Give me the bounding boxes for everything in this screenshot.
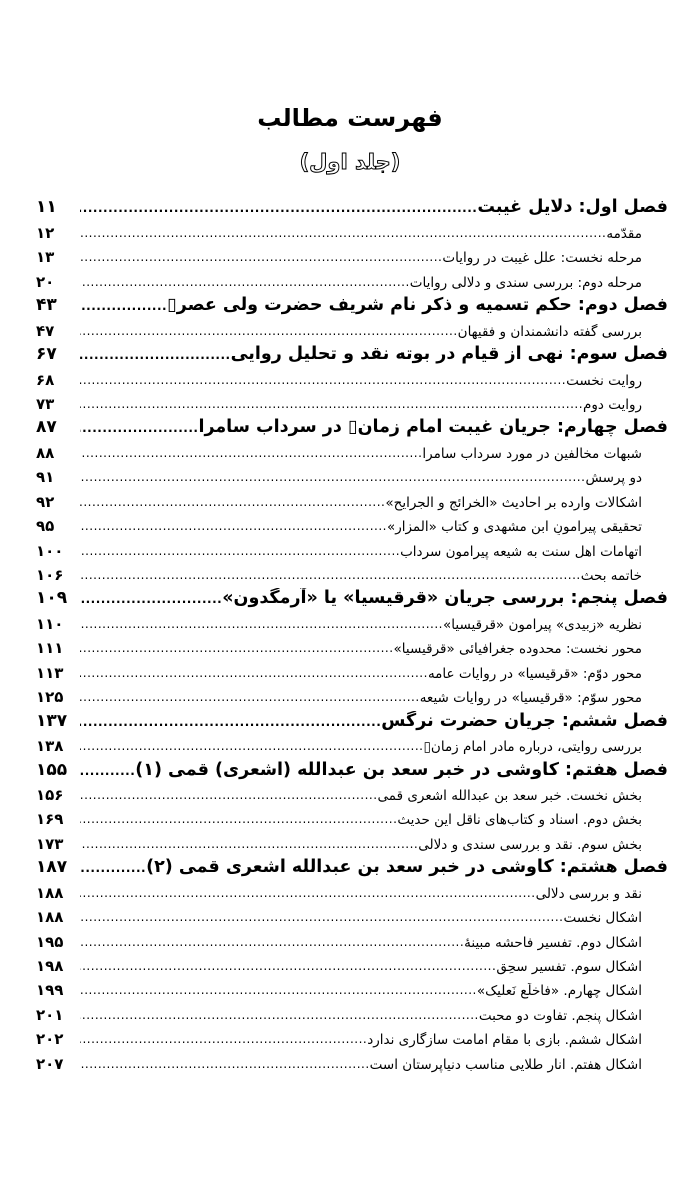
toc-entry-title: دو پرسش [585,470,642,487]
toc-page-number: ۱۵۵ [36,759,68,780]
toc-chapter-row [36,853,668,877]
dot-leader [80,789,378,804]
toc-entry-row [36,242,668,266]
dot-leader [80,422,198,437]
dot-leader [80,202,477,217]
toc-page-number: ۱۱۱ [36,639,64,658]
toc-page-number: ۱۹۵ [36,932,64,951]
dot-leader [80,716,381,731]
toc-page-number: ۱۸۸ [36,883,64,902]
toc-page-number: ۱۱۳ [36,663,64,682]
toc-entry-title: اتهامات اهل سنت به شیعه پیرامون سرداب [400,543,642,560]
dot-leader [80,569,581,584]
toc-entry-title: محور نخست: محدوده جغرافیائی «قرقیسیا» [393,641,642,658]
toc-entry-row [36,511,668,535]
toc-entry-row [36,828,668,852]
toc-entry-title: اشکال چهارم. «فاخلَع نَعلیک» [476,983,642,1000]
toc-entry-title: شبهات مخالفین در مورد سرداب سامرا [422,445,642,462]
dot-leader [80,911,563,926]
volume-subtitle: (جلد اول) [299,150,401,174]
toc-entry-row [36,217,668,241]
toc-entry-row [36,364,668,388]
toc-chapter-row [36,340,668,364]
toc-entry-row [36,951,668,975]
toc-page-number: ۲۰۲ [36,1030,64,1049]
dot-leader [80,374,566,389]
toc-entry-row [36,462,668,486]
toc-entry-row [36,902,668,926]
toc-page-number: ۴۷ [36,321,55,340]
dot-leader [80,251,442,266]
toc-entry-title: اشکال ششم. بازی با مقام امامت سازگاری ندارد [367,1032,642,1049]
toc-entry-title: فصل ششم: جریان حضرت نرگس [381,710,668,731]
dot-leader [80,813,397,828]
toc-entry-row [36,437,668,461]
dot-leader [80,765,135,780]
toc-page-number: ۹۱ [36,468,55,487]
toc-page-number: ۴۳ [36,295,57,316]
dot-leader [80,593,222,608]
toc-entry-title: فصل اول: دلایل غیبت [477,197,668,218]
toc-entry-title: اشکالات وارده بر احادیث «الخرائج و الجرایح» [385,494,642,511]
toc-entry-row [36,682,668,706]
toc-page-number: ۶۷ [36,344,57,365]
toc-entry-title: نقد و بررسی دلالی [535,885,642,902]
toc-entry-title: محور سوّم: «قرقیسیا» در روایات شیعه [419,690,642,707]
toc-entry-title: اشکال دوم. تفسیر فاحشه مبینهٔ [464,934,642,951]
dot-leader [80,496,385,511]
toc-page-number: ۱۸۷ [36,857,68,878]
toc-entry-title: فصل پنجم: بررسی جریان «قرقیسیا» یا «آرمگدون» [222,588,668,609]
toc-page-number: ۱۱۰ [36,614,64,633]
toc-page-number: ۲۰۷ [36,1054,64,1073]
toc-page-number: ۱۹۹ [36,981,64,1000]
dot-leader [80,960,496,975]
toc-page-number: ۹۲ [36,492,55,511]
toc-chapter-row [36,291,668,315]
toc-page-number: ۸۷ [36,417,57,438]
toc-entry-row [36,315,668,339]
dot-leader [80,300,167,315]
toc-page-number: ۱۰۰ [36,541,64,560]
dot-leader [80,740,423,755]
toc-entry-title: اشکال هفتم. انار طلایی مناسب دنیاپرستان است [369,1056,642,1073]
toc-chapter-row [36,706,668,730]
dot-leader [80,984,477,999]
toc-entry-title: بخش نخست. خبر سعد بن عبدالله اشعری قمی [377,787,642,804]
dot-leader [80,1033,367,1048]
dot-leader [80,325,458,340]
toc-page-number: ۷۳ [36,394,55,413]
toc-page-number: ۲۰ [36,272,55,291]
dot-leader [80,227,606,242]
toc-entry-title: مقدّمه [606,225,642,242]
toc-entry-row [36,266,668,290]
toc-page-number: ۱۶۹ [36,810,64,829]
toc-entry-row [36,877,668,901]
toc-entry-title: اشکال پنجم. تفاوت دو محبت [478,1007,642,1024]
toc-entry-row [36,1024,668,1048]
dot-leader [80,618,443,633]
dot-leader [80,642,394,657]
toc-page-number: ۱۳۸ [36,737,64,756]
toc-entry-row [36,780,668,804]
dot-leader [80,887,536,902]
toc-page-number: ۱۰۹ [36,588,68,609]
toc-entry-row [36,657,668,681]
toc-entry-row [36,389,668,413]
dot-leader [80,838,418,853]
dot-leader [80,862,146,877]
toc-entry-row [36,633,668,657]
toc-entry-row [36,535,668,559]
toc-chapter-row [36,413,668,437]
toc-entry-row [36,1048,668,1072]
toc-page-number: ۹۵ [36,517,55,536]
toc-entry-title: روایت دوم [583,396,642,413]
dot-leader [80,447,422,462]
toc-page-number: ۱۳۷ [36,710,68,731]
toc-chapter-row [36,755,668,779]
toc-page-number: ۱۸۸ [36,908,64,927]
toc-entry-title: فصل دوم: حکم تسمیه و ذکر نام شریف حضرت ولی عصر▯ [167,295,668,316]
toc-page-number: ۱۳ [36,248,55,267]
toc-entry-title: مرحله نخست: علل غیبت در روایات [442,250,642,267]
toc-page-number: ۱۷۳ [36,834,64,853]
toc-entry-row [36,731,668,755]
toc-entry-title: فصل هشتم: کاوشی در خبر سعد بن عبدالله اشعری قمی (۲) [146,857,668,878]
dot-leader [80,349,231,364]
toc-entry-title: روایت نخست [566,372,642,389]
toc-entry-row [36,560,668,584]
toc-entry-title: فصل هفتم: کاوشی در خبر سعد بن عبدالله (اشعری) قمی (۱) [135,759,668,780]
toc-page-number: ۲۰۱ [36,1005,64,1024]
dot-leader [80,667,428,682]
dot-leader [80,936,464,951]
toc-entry-title: بخش دوم. اسناد و کتاب‌های ناقل این حدیث [397,812,642,829]
table-of-contents [36,193,668,1073]
toc-entry-title: اشکال سوم. تفسیر سحِق [496,959,642,975]
dot-leader [80,276,410,291]
toc-entry-title: تحقیقی پیرامونِ ابن مشهدی و کتاب «المزار» [386,519,642,536]
toc-entry-title: فصل سوم: نهی از قیام در بوته نقد و تحلیل روایی [230,344,668,365]
toc-page-number: ۱۱ [36,197,57,218]
toc-entry-title: اشکال نخست [563,910,642,927]
toc-entry-row [36,999,668,1023]
toc-entry-title: بررسی گفته دانشمندان و فقیهان [457,323,642,340]
toc-entry-title: فصل چهارم: جریان غیبت امام زمان▯ در سرداب سامرا [198,417,668,438]
toc-page-number: ۱۰۶ [36,566,64,584]
dot-leader [80,545,400,560]
dot-leader [80,691,420,706]
dot-leader [80,398,583,413]
toc-page-number: ۱۲ [36,223,55,242]
toc-entry-title: مرحله دوم: بررسی سندی و دلالی روایات [409,274,642,291]
toc-page-number: ۸۸ [36,443,55,462]
toc-entry-row [36,804,668,828]
dot-leader [80,471,585,486]
toc-page-number: ۱۵۶ [36,785,64,804]
toc-chapter-row [36,193,668,217]
toc-entry-title: نظریه «زبیدی» پیرامون «قرقیسیا» [443,616,642,633]
toc-entry-row [36,975,668,999]
toc-entry-title: محور دوّم: «قرقیسیا» در روایات عامه [427,665,642,682]
toc-entry-title: بررسی روایتی، درباره مادر امام زمان▯ [423,739,642,756]
toc-page-number: ۶۸ [36,370,55,389]
toc-entry-title: بخش سوم. نقد و بررسی سندی و دلالی [418,836,642,853]
toc-page-number: ۱۲۵ [36,688,64,707]
dot-leader [80,1009,479,1024]
page-title: فهرست مطالب [257,104,443,132]
toc-chapter-row [36,584,668,608]
toc-entry-row [36,926,668,950]
toc-entry-row [36,486,668,510]
dot-leader [80,520,387,535]
toc-entry-title: خاتمه بحث [580,568,642,584]
toc-entry-row [36,608,668,632]
dot-leader [80,1058,370,1073]
toc-page-number: ۱۹۸ [36,957,64,975]
